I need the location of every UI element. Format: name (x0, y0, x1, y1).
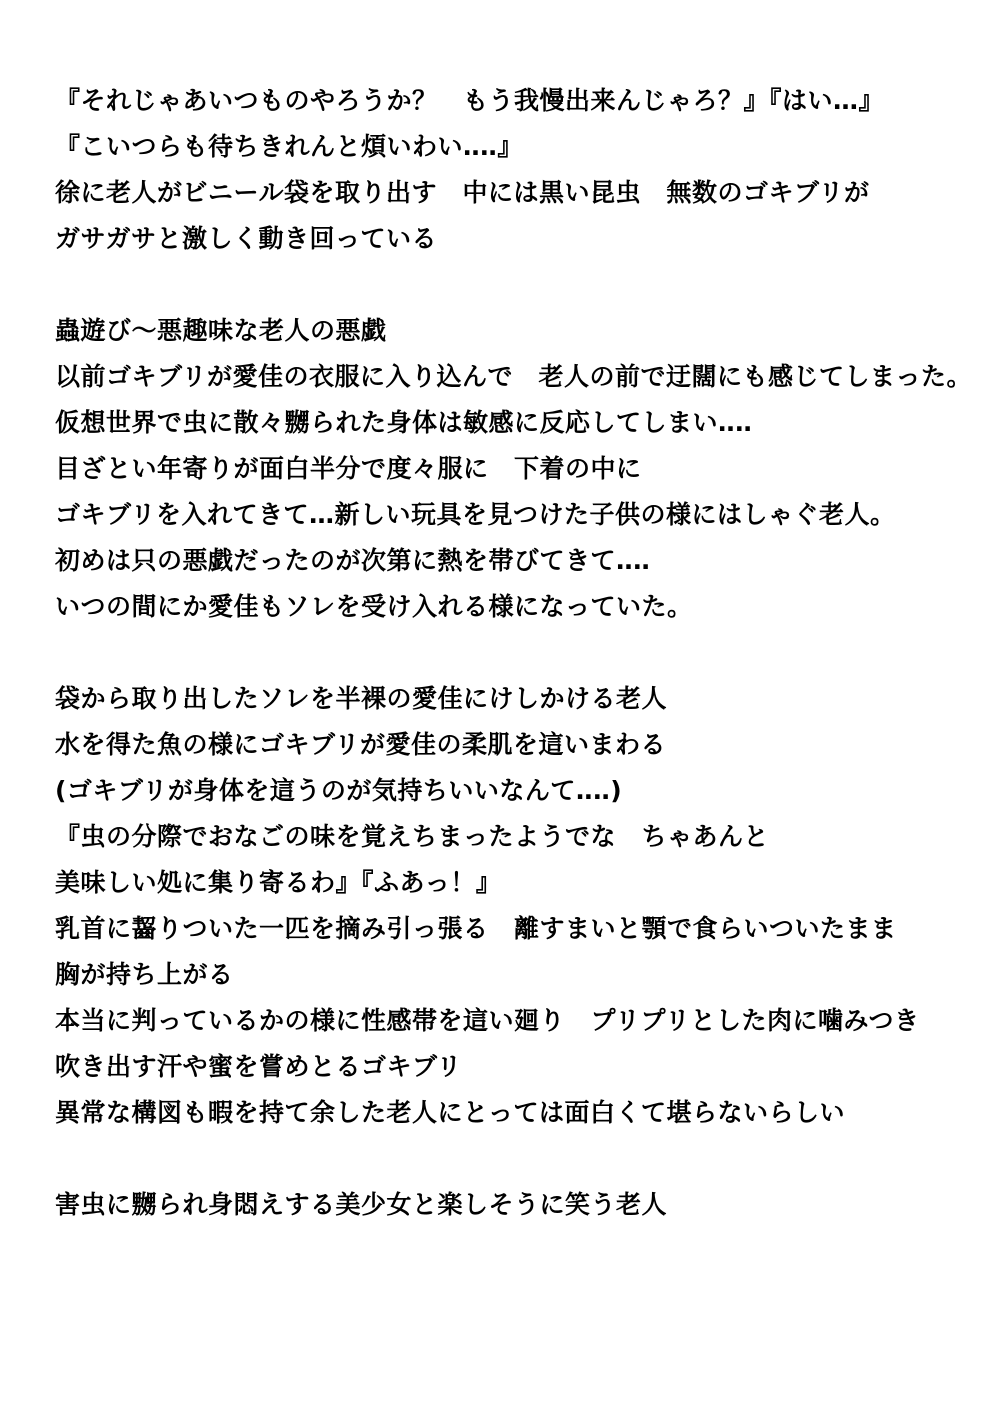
text-line: 乳首に齧りついた一匹を摘み引っ張る 離すまいと顎で食らいついたまま (55, 914, 897, 943)
text-line: 害虫に嬲られ身悶えする美少女と楽しそうに笑う老人 (55, 1190, 668, 1219)
text-line: 異常な構図も暇を持て余した老人にとっては面白くて堪らないらしい (55, 1098, 846, 1127)
text-line: 初めは只の悪戯だったのが次第に熱を帯びてきて‥‥ (55, 546, 651, 575)
text-line: 『虫の分際でおなごの味を覚えちまったようでな ちゃあんと (55, 822, 770, 851)
body-text (55, 78, 975, 1228)
text-line: 以前ゴキブリが愛佳の衣服に入り込んで 老人の前で迂闊にも感じてしまった。 (55, 362, 973, 391)
paragraph-break (55, 1136, 975, 1182)
text-line: ガサガサと激しく動き回っている (55, 224, 438, 253)
paragraph-break (55, 630, 975, 676)
text-line: (ゴキブリが身体を這うのが気持ちいいなんて‥‥) (55, 776, 623, 805)
text-line: 美味しい処に集り寄るわ』『ふあっ！』 (55, 868, 502, 897)
text-line: 仮想世界で虫に散々嬲られた身体は敏感に反応してしまい‥‥ (55, 408, 753, 437)
text-line: ゴキブリを入れてきて…新しい玩具を見つけた子供の様にはしゃぐ老人。 (55, 500, 896, 529)
text-line: 本当に判っているかの様に性感帯を這い廻り プリプリとした肉に噛みつき (55, 1006, 920, 1035)
text-line: 徐に老人がビニール袋を取り出す 中には黒い昆虫 無数のゴキブリが (55, 178, 870, 207)
text-line: 水を得た魚の様にゴキブリが愛佳の柔肌を這いまわる (55, 730, 667, 759)
text-line: 胸が持ち上がる (55, 960, 234, 989)
paragraph-break (55, 262, 975, 308)
text-line: 『それじゃあいつものやろうか？ もう我慢出来んじゃろ？』『はい…』 (55, 86, 885, 115)
text-line: 蟲遊び～悪趣味な老人の悪戯 (55, 316, 387, 345)
text-line: 目ざとい年寄りが面白半分で度々服に 下着の中に (55, 454, 642, 483)
text-line: いつの間にか愛佳もソレを受け入れる様になっていた。 (55, 592, 693, 621)
text-line: 吹き出す汗や蜜を嘗めとるゴキブリ (55, 1052, 463, 1081)
text-line: 袋から取り出したソレを半裸の愛佳にけしかける老人 (55, 684, 668, 713)
text-line: 『こいつらも待ちきれんと煩いわい‥‥』 (55, 132, 523, 161)
